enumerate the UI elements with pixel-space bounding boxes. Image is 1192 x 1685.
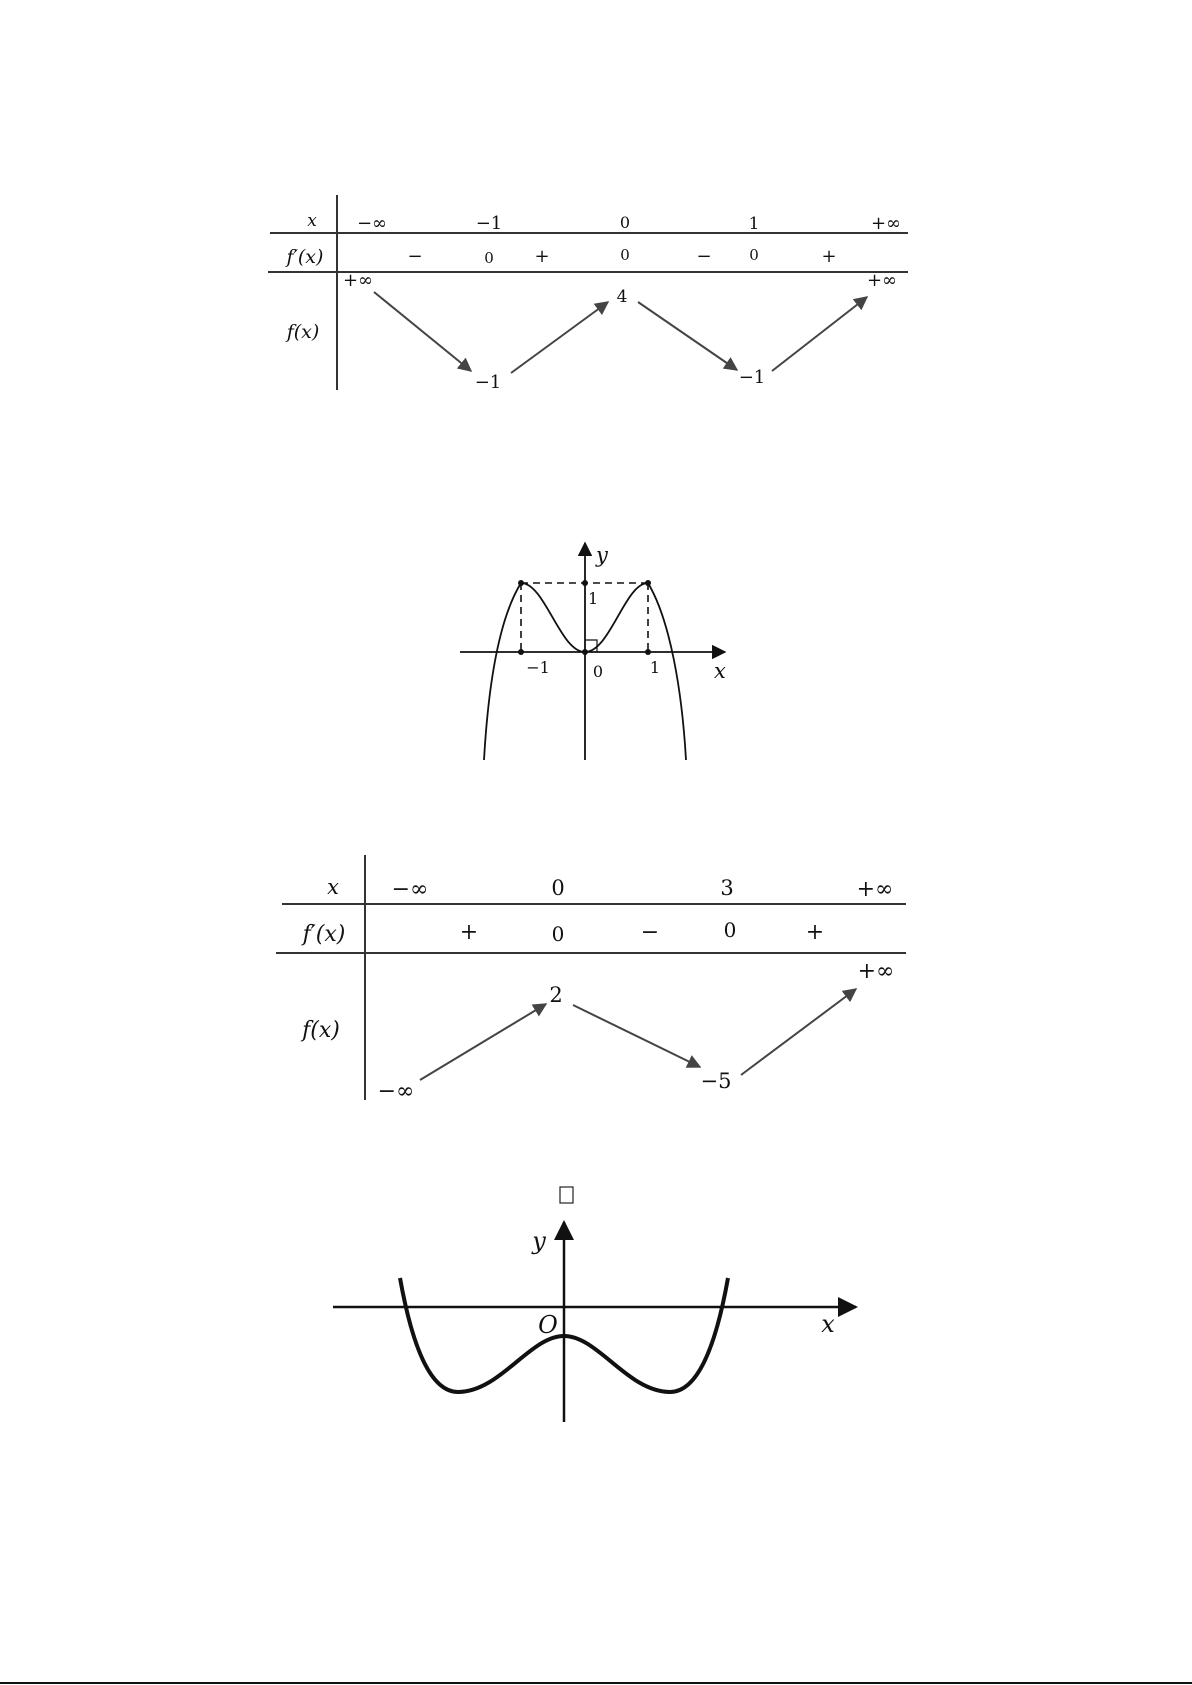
table1-fp-sign: +	[821, 246, 837, 267]
graph1-point	[582, 649, 588, 655]
table1-x-value: +∞	[870, 213, 902, 234]
table2-fp-sign: 0	[723, 918, 737, 942]
function-graph-1	[460, 543, 726, 760]
table2-arrow-up	[420, 1004, 546, 1080]
graph1-y-tick: 1	[588, 589, 599, 608]
table1-arrow-down	[638, 302, 737, 370]
table1-f-value: +∞	[342, 270, 374, 291]
table1-fp-sign: 0	[620, 246, 630, 264]
table2-f-value: 2	[549, 983, 563, 1007]
table1-arrow-up	[772, 297, 867, 371]
table2-f-value: −5	[700, 1069, 732, 1093]
table2-f-value: −∞	[377, 1079, 415, 1104]
table1-x-label: x	[307, 211, 317, 231]
graph1-point	[645, 580, 651, 586]
graph1-point	[645, 649, 651, 655]
graph2-y-label: y	[532, 1227, 546, 1255]
table1-fp-sign: +	[534, 246, 550, 267]
graph2-x-label: x	[821, 1310, 835, 1338]
table1-fp-sign: −	[696, 246, 712, 267]
graph1-point	[518, 649, 524, 655]
table2-arrow-up	[741, 989, 856, 1075]
graph1-x-tick-pos: 1	[649, 658, 661, 677]
graph1-point	[582, 580, 588, 586]
variation-table-1	[268, 195, 908, 393]
table2-f-value: +∞	[857, 959, 895, 984]
table1-arrow-up	[511, 302, 608, 373]
table1-x-value: 0	[619, 213, 631, 232]
table2-x-value: +∞	[856, 877, 894, 902]
table1-x-value: 1	[748, 214, 760, 234]
table1-fp-sign: 0	[749, 246, 759, 264]
table1-fp-sign: 0	[484, 249, 494, 267]
graph1-x-label: x	[714, 659, 726, 683]
table1-f-value: −1	[474, 372, 502, 393]
table2-fp-sign: +	[805, 920, 825, 945]
graph1-point	[518, 580, 524, 586]
table2-fp-sign: +	[459, 920, 479, 945]
table1-f-value: −1	[738, 367, 766, 388]
table1-f-value: 4	[616, 287, 628, 307]
graph2-origin-label: O	[538, 1311, 558, 1339]
graph1-y-label: y	[596, 543, 608, 567]
table1-x-value: −1	[475, 213, 503, 234]
table2-x-value: 3	[720, 876, 734, 900]
table2-f-label: f(x)	[302, 1018, 340, 1043]
graph1-x-tick-neg: −1	[526, 658, 550, 677]
missing-glyph-box	[560, 1187, 573, 1203]
function-graph-2	[333, 1187, 856, 1422]
table2-fp-sign: 0	[551, 922, 565, 946]
table1-f-label: f(x)	[286, 321, 320, 343]
table1-fp-sign: −	[407, 246, 423, 267]
table1-fp-label: f′(x)	[286, 246, 324, 268]
variation-table-2	[276, 855, 906, 1104]
table2-fp-sign: −	[640, 920, 660, 945]
table2-x-label: x	[327, 875, 339, 899]
table2-arrow-down	[573, 1005, 700, 1067]
table1-x-value: −∞	[356, 213, 388, 234]
graph1-origin-label: 0	[592, 662, 604, 681]
table1-arrow-down	[374, 292, 471, 371]
table1-f-value: +∞	[866, 270, 898, 291]
table2-x-value: 0	[551, 876, 565, 900]
table2-x-value: −∞	[391, 877, 429, 902]
table2-fp-label: f′(x)	[302, 922, 346, 947]
